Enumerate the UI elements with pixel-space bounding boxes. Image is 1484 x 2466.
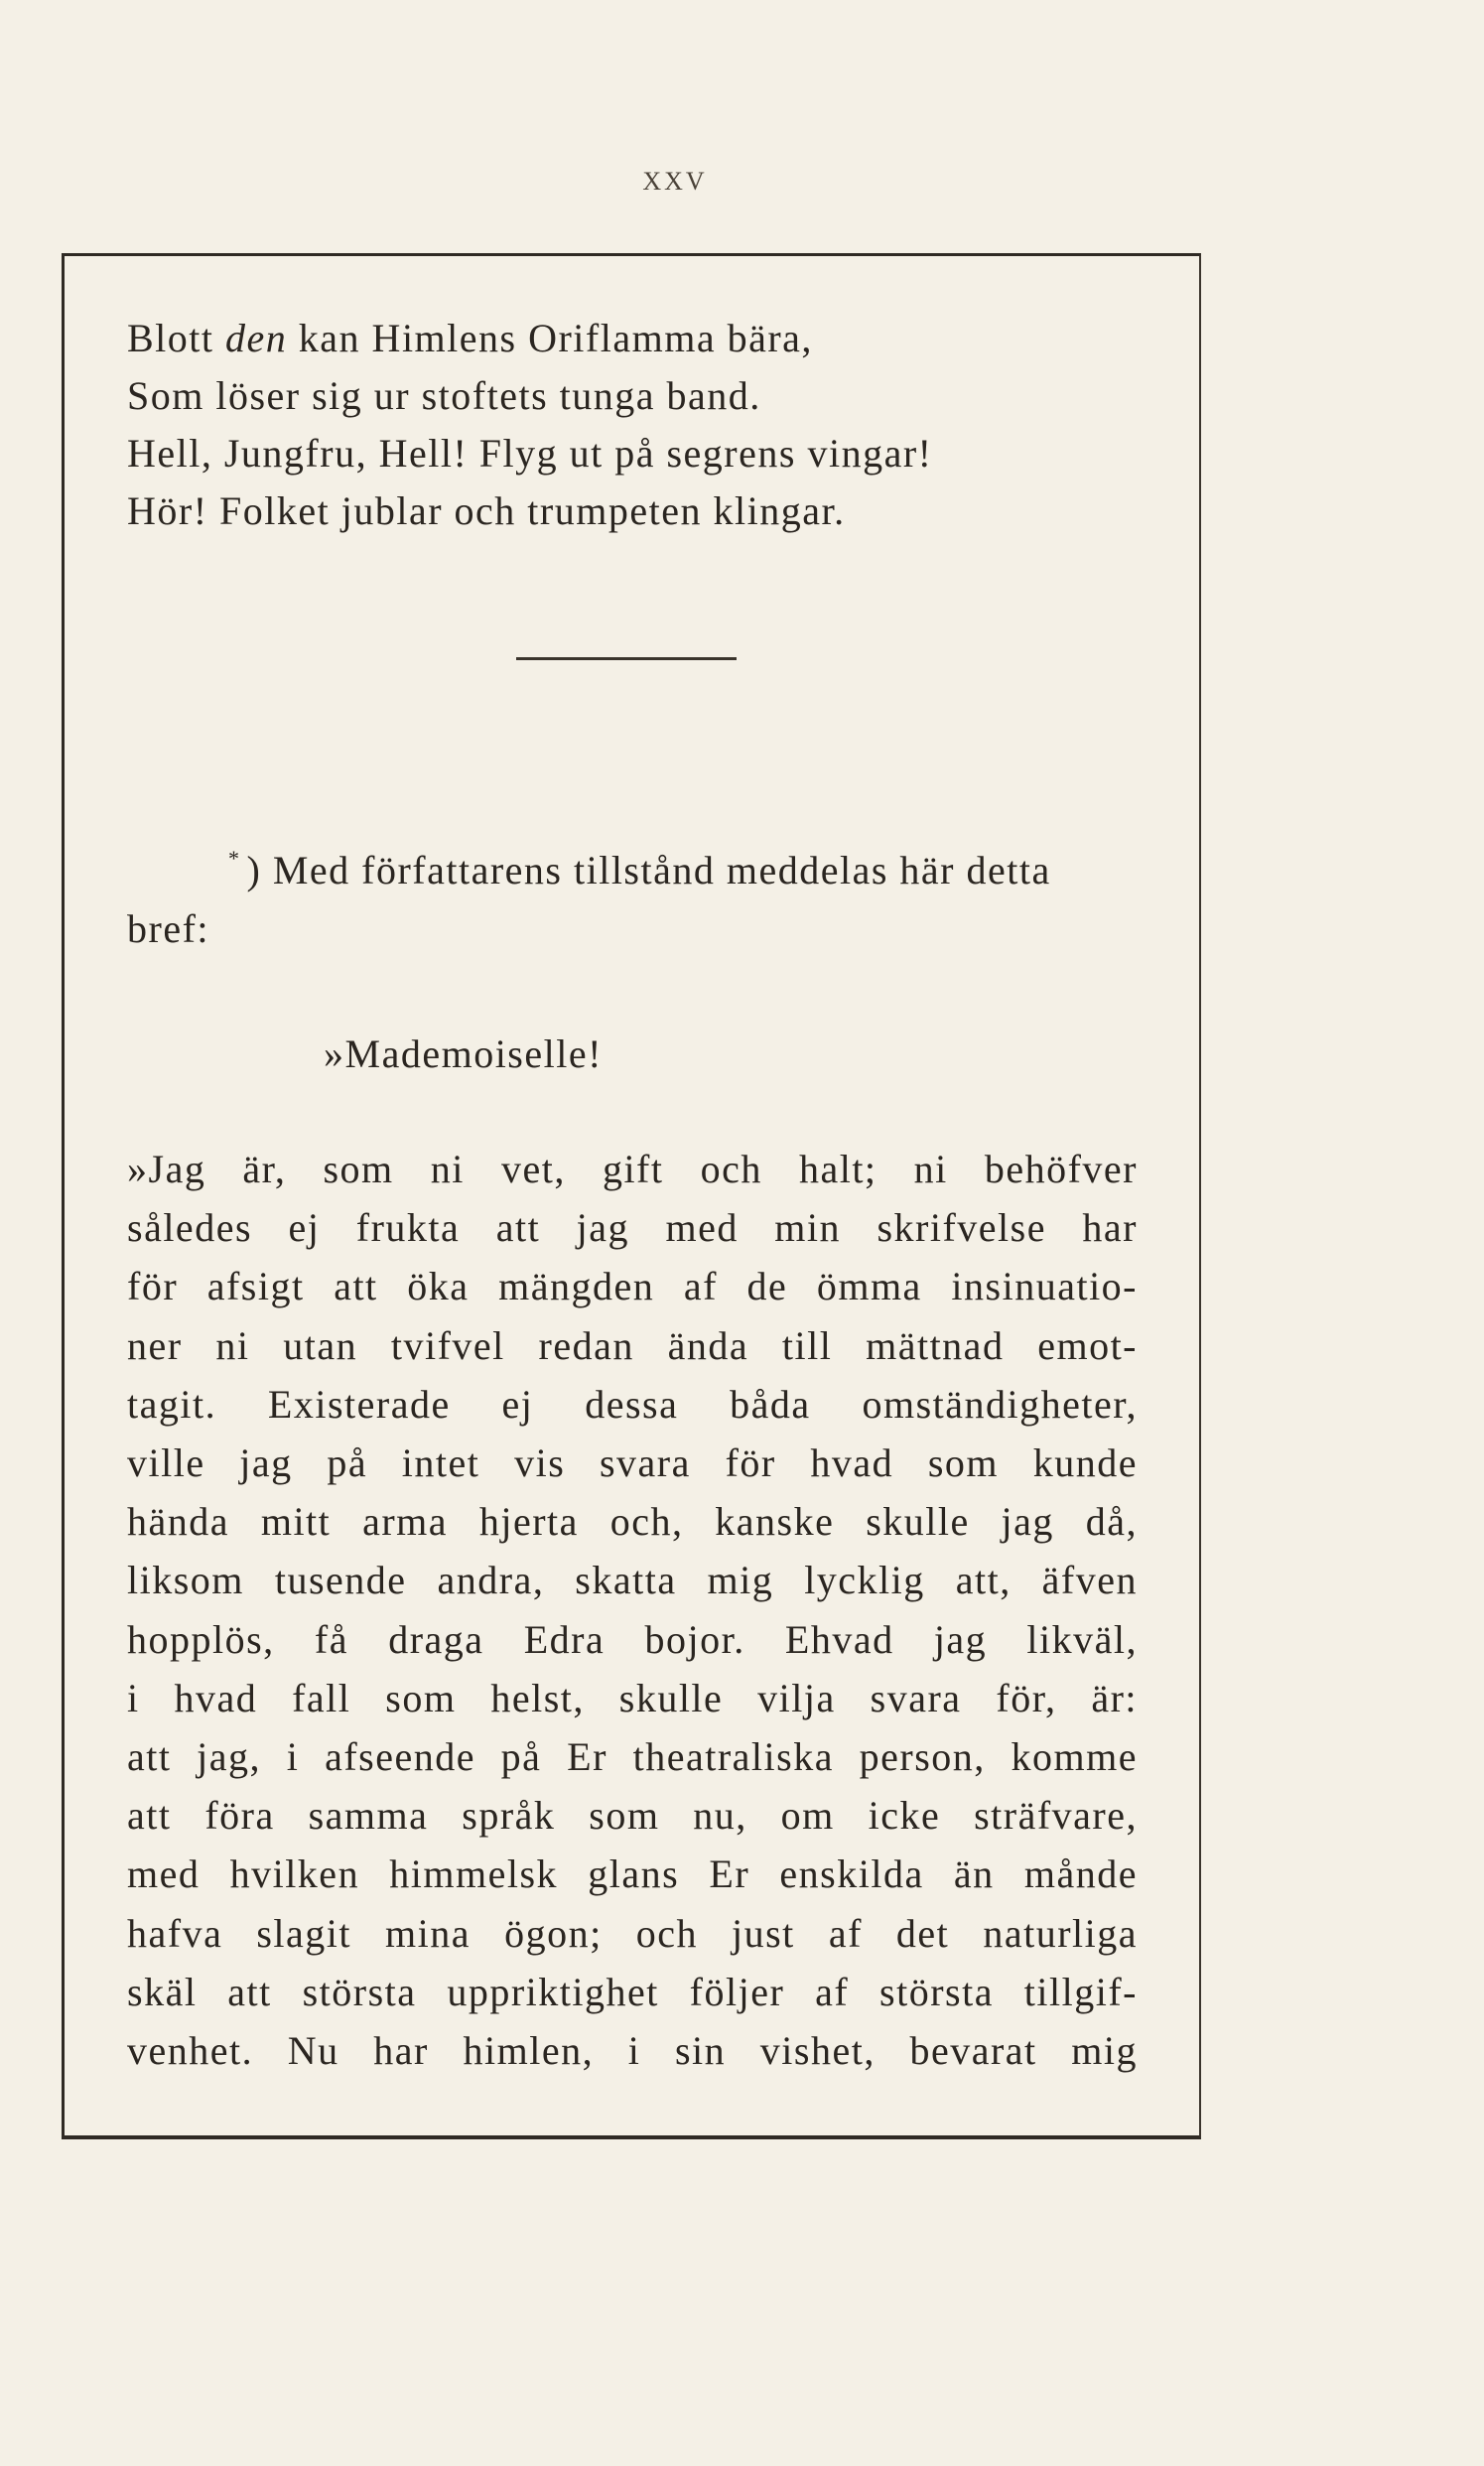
poem-line-3: Hell, Jungfru, Hell! Flyg ut på segrens vingar! bbox=[127, 431, 933, 476]
section-separator bbox=[516, 657, 737, 660]
letter-line: tagit. Existerade ej dessa båda omständigheter, bbox=[127, 1381, 1138, 1427]
poem-line-1-emphasis: den bbox=[225, 316, 288, 360]
letter-line: med hvilken himmelsk glans Er enskilda än månde bbox=[127, 1851, 1138, 1897]
letter-line: »Jag är, som ni vet, gift och halt; ni behöfver bbox=[127, 1147, 1138, 1191]
letter-line: skäl att största uppriktighet följer af största tillgif- bbox=[127, 1969, 1138, 2014]
poem-line-1 bbox=[127, 310, 932, 367]
page-number: XXV bbox=[642, 167, 708, 196]
letter-line: att jag, i afseende på Er theatraliska person, komme bbox=[127, 1734, 1138, 1780]
footnote-line-2: bref: bbox=[127, 906, 210, 951]
poem-line-1-end: kan Himlens Oriflamma bära, bbox=[287, 316, 813, 360]
poem-line-4: Hör! Folket jublar och trumpeten klingar. bbox=[127, 488, 846, 533]
footnote-text: ) Med författarens tillstånd meddelas här detta bbox=[246, 848, 1051, 892]
letter-line: således ej frukta att jag med min skrifvelse har bbox=[127, 1205, 1138, 1251]
footnote-line-1 bbox=[228, 846, 1051, 893]
letter-line: hopplös, få draga Edra bojor. Ehvad jag likväl, bbox=[127, 1616, 1138, 1662]
letter-salutation: »Mademoiselle! bbox=[324, 1031, 603, 1076]
letter-line: hafva slagit mina ögon; och just af det naturliga bbox=[127, 1910, 1138, 1956]
letter-line: ville jag på intet vis svara för hvad som kunde bbox=[127, 1440, 1138, 1486]
letter-line: för afsigt att öka mängden af de ömma insinuatio- bbox=[127, 1264, 1138, 1309]
poem-line-2: Som löser sig ur stoftets tunga band. bbox=[127, 373, 761, 418]
letter-line: i hvad fall som helst, skulle vilja svara för, är: bbox=[127, 1675, 1138, 1720]
letter-line: ner ni utan tvifvel redan ända till mättnad emot- bbox=[127, 1322, 1138, 1368]
letter-body bbox=[127, 1140, 1138, 2080]
letter-line: venhet. Nu har himlen, i sin vishet, bevarat mig bbox=[127, 2028, 1138, 2074]
poem bbox=[127, 310, 932, 540]
letter-line: liksom tusende andra, skatta mig lycklig att, äfven bbox=[127, 1558, 1138, 1603]
footnote-marker: * bbox=[228, 846, 241, 871]
letter-line: hända mitt arma hjerta och, kanske skulle jag då, bbox=[127, 1499, 1138, 1545]
poem-line-1-start: Blott bbox=[127, 316, 226, 360]
letter-line: att föra samma språk som nu, om icke sträfvare, bbox=[127, 1793, 1138, 1839]
